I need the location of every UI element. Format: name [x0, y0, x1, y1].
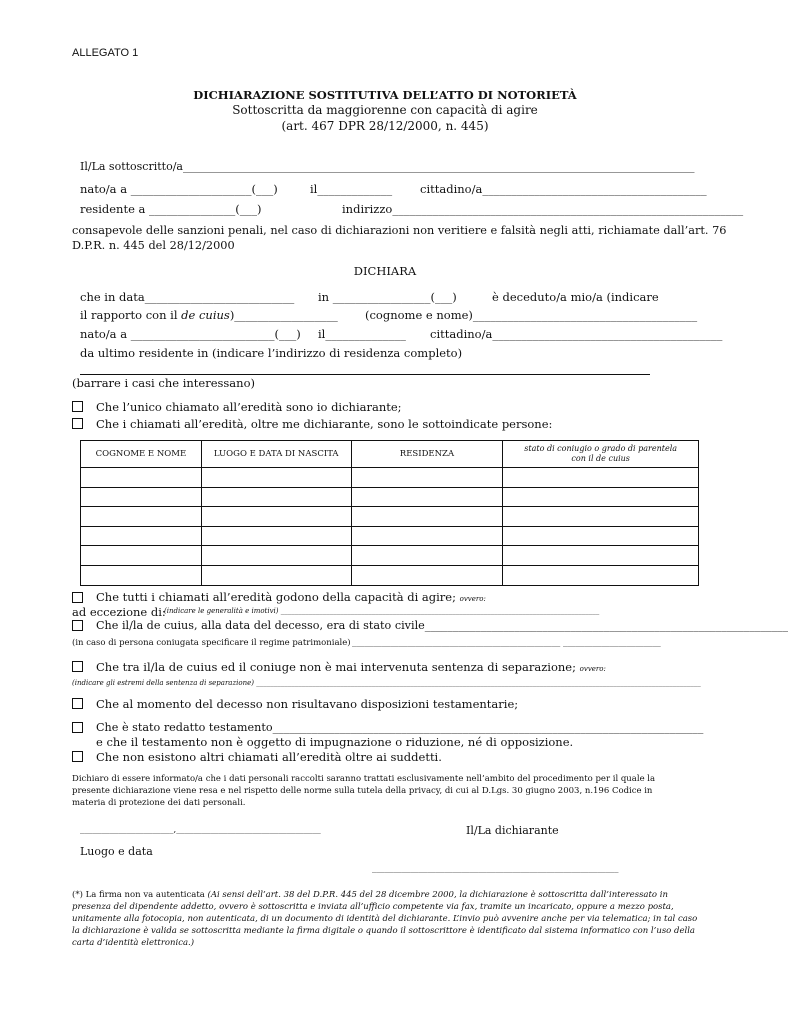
- table-cell[interactable]: [351, 507, 503, 527]
- indirizzo-field[interactable]: indirizzo_____________________________________________________________: [342, 202, 744, 216]
- ovvero-1: ovvero:: [459, 595, 486, 603]
- de-cuius-term: de cuius: [181, 308, 230, 322]
- table-cell[interactable]: [201, 546, 351, 566]
- privacy-line-3: materia di protezione dei dati personali.: [72, 798, 246, 808]
- table-cell[interactable]: [503, 468, 699, 488]
- luogo-data-field[interactable]: ______________________,__________________________________: [80, 825, 321, 835]
- stato-civile-checkbox[interactable]: [72, 620, 83, 631]
- cittadinanza-field[interactable]: cittadino/a_______________________________________: [420, 182, 707, 196]
- rapporto-field[interactable]: [80, 308, 338, 322]
- footnote-line-2: presenza del dipendente addetto, ovvero è sottoscritta e inviata all’ufficio competente via fax, tramite un incaricato, oppure a mezzo posta,: [72, 902, 674, 912]
- unico-chiamato-checkbox[interactable]: [72, 401, 83, 412]
- document-title: DICHIARAZIONE SOSTITUTIVA DELL’ATTO DI NOTORIETÀ: [193, 88, 577, 102]
- separazione-field[interactable]: (indicare gli estremi della sentenza di separazione) _______________________________________________________________________________________________________________________________: [72, 679, 701, 687]
- table-cell[interactable]: [81, 468, 202, 488]
- table-cell[interactable]: [81, 526, 202, 546]
- table-cell[interactable]: [201, 507, 351, 527]
- capacita-checkbox[interactable]: [72, 592, 83, 603]
- luogo-decesso-field[interactable]: in _________________(___): [318, 290, 457, 304]
- consapevole-text-2: D.P.R. n. 445 del 28/12/2000: [72, 239, 235, 252]
- unico-chiamato-label: Che l’unico chiamato all’eredità sono io dichiarante;: [96, 400, 402, 414]
- luogo-data-label: Luogo e data: [80, 845, 153, 858]
- footnote-text-1: (Ai sensi dell’art. 38 del D.P.R. 445 del 28 dicembre 2000, la dichiarazione è sottoscritta dall’interessato in: [207, 890, 668, 900]
- table-cell[interactable]: [201, 565, 351, 585]
- table-row: [81, 526, 699, 546]
- table-header-row: [81, 441, 699, 468]
- table-cell[interactable]: [351, 468, 503, 488]
- sottoscritto-field[interactable]: Il/La sottoscritto/a_____________________________________________________________________________________________: [80, 160, 695, 173]
- separazione-checkbox[interactable]: [72, 661, 83, 672]
- footnote-prefix: (*) La firma non va autenticata: [72, 890, 208, 900]
- eccezione-field[interactable]: (indicare le generalità e imotivi) ___________________________________________________________________________________________: [164, 607, 600, 615]
- coniugata-note: (in caso di persona coniugata specificare il regime patrimoniale): [72, 638, 351, 648]
- data-nascita-de-cuius-field[interactable]: il______________: [318, 327, 406, 341]
- altri-chiamati-label: Che i chiamati all’eredità, oltre me dichiarante, sono le sottoindicate persone:: [96, 417, 553, 431]
- nato-field[interactable]: nato/a a _____________________(___): [80, 182, 278, 196]
- regime-patrimoniale-field[interactable]: _________________________________________________ _______________________: [352, 638, 661, 648]
- disposizioni-checkbox[interactable]: [72, 698, 83, 709]
- capacita-text: Che tutti i chiamati all’eredità godono della capacità di agire;: [96, 590, 456, 604]
- table-cell[interactable]: [351, 487, 503, 507]
- footnote-line-1: [72, 890, 668, 901]
- eccezione-label: ad eccezione di:: [72, 605, 166, 619]
- disposizioni-label: Che al momento del decesso non risultavano disposizioni testamentarie;: [96, 697, 519, 711]
- deceduto-text: è deceduto/a mio/a (indicare: [492, 290, 659, 304]
- dichiarante-label: Il/La dichiarante: [466, 824, 559, 837]
- table-cell[interactable]: [201, 526, 351, 546]
- col-cognome-nome: COGNOME E NOME: [81, 441, 202, 468]
- table-row: [81, 565, 699, 585]
- separazione-text: Che tra il/la de cuius ed il coniuge non è mai intervenuta sentenza di separazione;: [96, 660, 576, 674]
- data-decesso-field[interactable]: che in data__________________________: [80, 290, 295, 304]
- rapporto-suffix: )__________________: [229, 308, 338, 322]
- testamento-note: e che il testamento non è oggetto di impugnazione o riduzione, né di opposizione.: [96, 735, 574, 749]
- table-cell[interactable]: [351, 546, 503, 566]
- altri-chiamati-esclusi-label: Che non esistono altri chiamati all’eredità oltre ai suddetti.: [96, 750, 442, 764]
- altri-chiamati-checkbox[interactable]: [72, 418, 83, 429]
- table-cell[interactable]: [81, 546, 202, 566]
- cittadinanza-de-cuius-field[interactable]: cittadino/a________________________________________: [430, 327, 723, 341]
- stato-civile-field[interactable]: Che il/la de cuius, alla data del decesso, era di stato civile_________________________________________________________________: [96, 619, 788, 632]
- table-cell[interactable]: [503, 546, 699, 566]
- privacy-line-1: Dichiaro di essere informato/a che i dati personali raccolti saranno trattati esclusivamente nell’ambito del procedimento per il quale la: [72, 774, 656, 784]
- table-cell[interactable]: [503, 565, 699, 585]
- document-subtitle: Sottoscritta da maggiorenne con capacità di agire: [232, 103, 538, 117]
- barrare-note: (barrare i casi che interessano): [72, 376, 255, 390]
- footnote-line-5: carta d’identità elettronica.): [72, 938, 195, 948]
- privacy-line-2: presente dichiarazione viene resa e nel rispetto delle norme sulla tutela della privacy, di cui al D.Lgs. 30 giugno 2003, n.196 Codice in: [72, 786, 653, 796]
- capacita-label: [96, 590, 486, 604]
- table-cell[interactable]: [201, 468, 351, 488]
- table-cell[interactable]: [351, 526, 503, 546]
- table-cell[interactable]: [351, 565, 503, 585]
- col-stato-coniugio-line2: con il de cuius: [571, 454, 630, 463]
- ovvero-2: ovvero:: [579, 665, 606, 673]
- table-row: [81, 487, 699, 507]
- table-row: [81, 468, 699, 488]
- dichiara-heading: DICHIARA: [353, 264, 417, 278]
- table-cell[interactable]: [201, 487, 351, 507]
- footnote-line-4: la dichiarazione è valida se sottoscritta mediante la firma digitale o quando il sottoscrittore è identificato dal sistema informatico con l’uso della: [72, 926, 695, 936]
- table-cell[interactable]: [81, 565, 202, 585]
- residenza-field[interactable]: residente a _______________(___): [80, 202, 262, 216]
- document-reference: (art. 467 DPR 28/12/2000, n. 445): [281, 119, 489, 133]
- heirs-table: [80, 440, 699, 586]
- table-cell[interactable]: [503, 487, 699, 507]
- firma-field[interactable]: __________________________________________________________: [372, 864, 619, 874]
- ultimo-residente-text: da ultimo residente in (indicare l’indirizzo di residenza completo): [80, 346, 463, 360]
- table-cell[interactable]: [81, 507, 202, 527]
- altri-chiamati-esclusi-checkbox[interactable]: [72, 751, 83, 762]
- nato-de-cuius-field[interactable]: nato/a a _________________________(___): [80, 327, 301, 341]
- consapevole-text: consapevole delle sanzioni penali, nel caso di dichiarazioni non veritiere e falsità negli atti, richiamate dall’art. 76: [72, 224, 727, 237]
- table-cell[interactable]: [81, 487, 202, 507]
- table-cell[interactable]: [503, 526, 699, 546]
- table-cell[interactable]: [503, 507, 699, 527]
- table-row: [81, 546, 699, 566]
- col-residenza: RESIDENZA: [351, 441, 503, 468]
- rapporto-prefix: il rapporto con il: [80, 308, 182, 322]
- table-row: [81, 507, 699, 527]
- indirizzo-line[interactable]: [80, 374, 650, 375]
- col-stato-coniugio-line1: stato di coniugio o grado di parentela: [524, 444, 678, 453]
- testamento-checkbox[interactable]: [72, 722, 83, 733]
- col-luogo-data-nascita: LUOGO E DATA DI NASCITA: [201, 441, 351, 468]
- cognome-nome-field[interactable]: (cognome e nome)_______________________________________: [365, 308, 698, 322]
- testamento-field[interactable]: Che è stato redatto testamento_____________________________________________________________________________: [96, 721, 704, 734]
- data-nascita-field[interactable]: il_____________: [310, 182, 393, 196]
- col-stato-coniugio: [503, 441, 699, 468]
- footnote-line-3: unitamente alla fotocopia, non autenticata, di un documento di identità del dichiarante. L’invio può avvenire anche per via telematica; in tal caso: [72, 914, 698, 924]
- allegato-label: ALLEGATO 1: [72, 47, 139, 59]
- separazione-label: [96, 660, 606, 674]
